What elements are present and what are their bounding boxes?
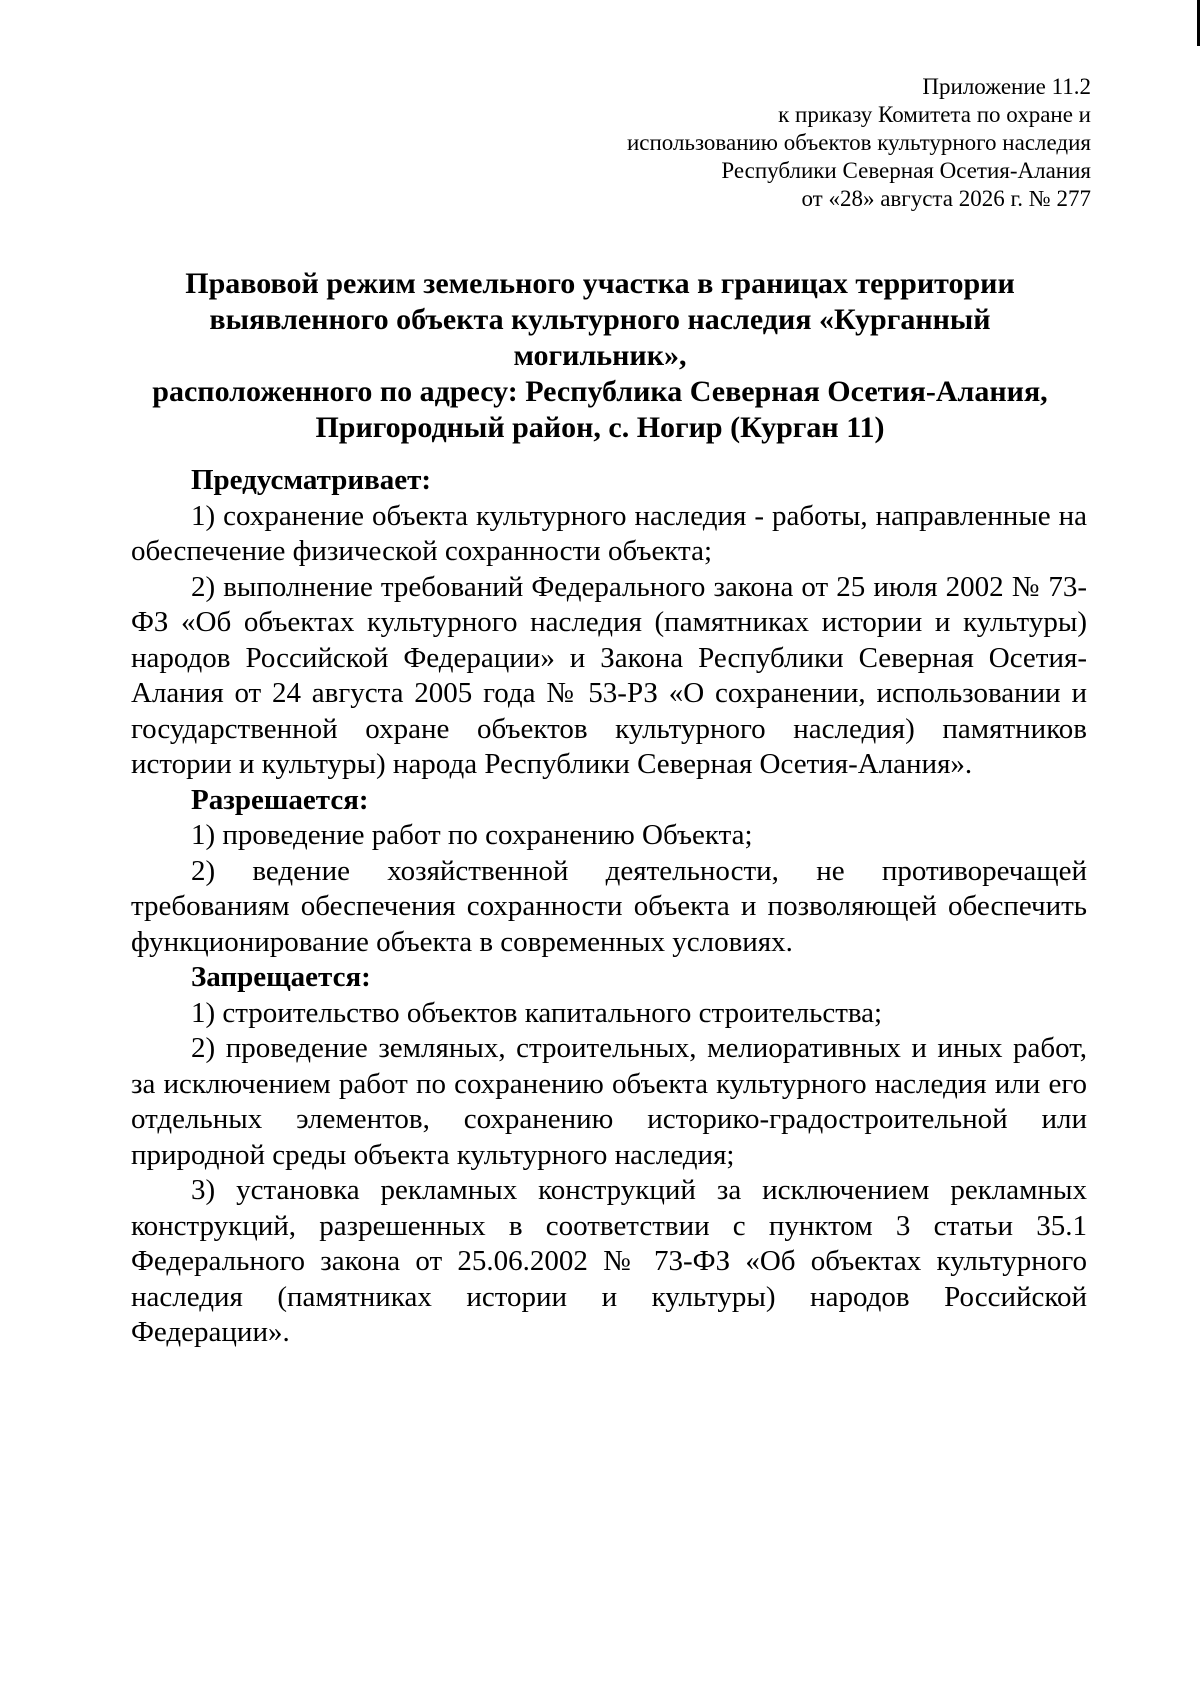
title-line: Правовой режим земельного участка в границах территории [185,267,1015,300]
document-body [131,463,1087,1351]
list-item: 1) проведение работ по сохранению Объекта; [191,819,753,851]
list-item: 2) ведение хозяйственной деятельности, не противоречащей требованиям обеспечения сохранности объекта и позволяющей обеспечить функционирование объекта в современных условиях. [131,854,1087,958]
title-line: выявленного объекта культурного наследия «Курганный могильник», [209,303,991,372]
section-heading-provides: Предусматривает: [191,464,432,496]
appendix-line: от «28» августа 2026 г. № 277 [801,186,1091,211]
appendix-line: использованию объектов культурного наследия [626,130,1091,155]
appendix-line: Республики Северная Осетия-Алания [721,158,1091,183]
title-line: расположенного по адресу: Республика Северная Осетия-Алания, [152,375,1048,408]
section-heading-prohibited: Запрещается: [191,961,371,993]
appendix-line: Приложение 11.2 [922,74,1091,99]
list-item: 2) выполнение требований Федерального закона от 25 июля 2002 № 73-ФЗ «Об объектах культурного наследия (памятниках истории и культуры) народов Российской Федерации» и Закона Республики Северная Осетия-Алания от 24 августа 2005 года № 53-РЗ «О сохранении, использовании и государственной охране объектов культурного наследия) памятников истории и культуры) народа Республики Северная Осетия-Алания». [131,570,1087,780]
section-heading-allowed: Разрешается: [191,783,369,816]
list-item: 3) установка рекламных конструкций за исключением рекламных конструкций, разрешенных в соответствии с пунктом 3 статьи 35.1 Федерального закона от 25.06.2002 № 73-ФЗ «Об объектах культурного наследия (памятниках истории и культуры) народов Российской Федерации». [131,1174,1087,1348]
document-title [120,266,1080,446]
list-item: 1) сохранение объекта культурного наследия - работы, направленные на обеспечение физической сохранности объекта; [131,499,1087,567]
appendix-header [531,73,1091,213]
list-item: 1) строительство объектов капитального строительства; [191,996,883,1029]
title-line: Пригородный район, с. Ногир (Курган 11) [315,411,885,444]
list-item: 2) проведение земляных, строительных, мелиоративных и иных работ, за исключением работ по сохранению объекта культурного наследия или его отдельных элементов, сохранению историко-градостроительной или природной среды объекта культурного наследия; [131,1032,1087,1171]
appendix-line: к приказу Комитета по охране и [778,102,1091,127]
